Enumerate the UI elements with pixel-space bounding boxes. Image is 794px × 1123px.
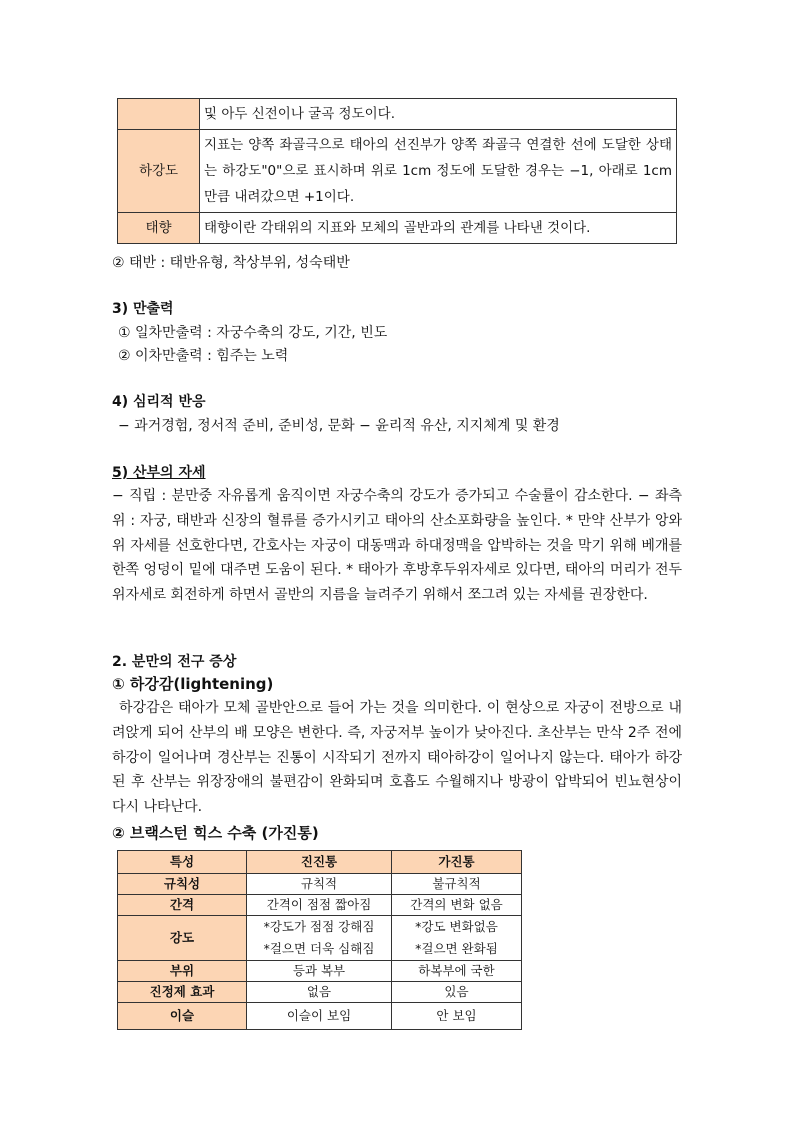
true-labor-cell: 이슬이 보임 xyxy=(247,1003,392,1030)
true-labor-cell: 등과 복부 xyxy=(247,961,392,982)
braxton-hicks-heading: ② 브랙스턴 힉스 수축 (가진통) xyxy=(112,824,319,842)
psych-heading: 4) 심리적 반응 xyxy=(112,394,206,410)
position-heading: 5) 산부의 자세 xyxy=(112,465,206,481)
labor-comparison-table xyxy=(117,850,522,1030)
table-text-cell: 지표는 양쪽 좌골극으로 태아의 선진부가 양쪽 좌골극 연결한 선에 도달한 상태는 하강도"0"으로 표시하며 위로 1cm 정도에 도달한 경우는 −1, 아래로 1cm만큼 내려갔으면 +1이다. xyxy=(200,130,677,213)
feature-cell: 강도 xyxy=(118,916,247,961)
false-labor-cell: 하복부에 국한 xyxy=(392,961,522,982)
force-heading: 3) 만출력 xyxy=(112,301,174,317)
table-row xyxy=(118,130,677,213)
table-text-cell: 및 아두 신전이나 굴곡 정도이다. xyxy=(200,99,677,130)
psych-item-1: − 과거경험, 정서적 준비, 준비성, 문화 − 윤리적 유산, 지지체계 및 환경 xyxy=(118,418,560,434)
table-header-row xyxy=(118,851,522,874)
lightening-paragraph: 하강감은 태아가 모체 골반안으로 들어 가는 것을 의미한다. 이 현상으로 자궁이 전방으로 내려앉게 되어 산부의 배 모양은 변한다. 즉, 자궁저부 높이가 낮아진다. 초산부는 만삭 2주 전에 하강이 일어나며 경산부는 진통이 시작되기 전까지 태아하강이 일어나지 않는다. 태아가 하강된 후 산부는 위장장애의 불편감이 완화되며 호흡도 수월해지나 방광이 압박되어 빈뇨현상이 다시 나타난다. xyxy=(112,700,682,816)
false-labor-line: *강도 변화없음 xyxy=(415,919,498,934)
table-label-cell xyxy=(118,99,200,130)
feature-cell: 진정제 효과 xyxy=(118,982,247,1003)
table-text-cell: 태향이란 각태위의 지표와 모체의 골반과의 관계를 나타낸 것이다. xyxy=(200,213,677,244)
table-row xyxy=(118,99,677,130)
false-labor-cell: 간격의 변화 없음 xyxy=(392,895,522,916)
table-row xyxy=(118,895,522,916)
header-cell: 특성 xyxy=(118,851,247,874)
true-labor-cell: 규칙적 xyxy=(247,874,392,895)
table-row xyxy=(118,874,522,895)
force-item-1: ① 일차만출력 : 자궁수축의 강도, 기간, 빈도 xyxy=(118,325,388,341)
true-labor-cell: 없음 xyxy=(247,982,392,1003)
table-row xyxy=(118,916,522,961)
header-cell: 진진통 xyxy=(247,851,392,874)
position-paragraph: − 직립 : 분만중 자유롭게 움직이면 자궁수축의 강도가 증가되고 수술률이 감소한다. − 좌측위 : 자궁, 태반과 신장의 혈류를 증가시키고 태아의 산소포화량을 높인다. * 만약 산부가 앙와위 자세를 선호한다면, 간호사는 자궁이 대동맥과 하대정맥을 압박하는 것을 막기 위해 베개를 한쪽 엉덩이 밑에 대주면 도움이 된다. * 태아가 후방후두위자세로 있다면, 태아의 머리가 전두위자세로 회전하게 하면서 골반의 지름을 늘려주기 위해서 쪼그려 있는 자세를 권장한다. xyxy=(112,488,682,604)
false-labor-line: *걸으면 완화됨 xyxy=(415,941,498,956)
header-cell: 가진통 xyxy=(392,851,522,874)
table-label-cell: 태향 xyxy=(118,213,200,244)
false-labor-cell: 불규칙적 xyxy=(392,874,522,895)
placenta-line: ② 태반 : 태반유형, 착상부위, 성숙태반 xyxy=(112,255,350,271)
true-labor-cell xyxy=(247,916,392,961)
lightening-heading: ① 하강감(lightening) xyxy=(112,675,274,693)
feature-cell: 부위 xyxy=(118,961,247,982)
false-labor-cell xyxy=(392,916,522,961)
false-labor-cell: 있음 xyxy=(392,982,522,1003)
table-row xyxy=(118,982,522,1003)
table-row xyxy=(118,1003,522,1030)
true-labor-cell: 간격이 점점 짧아짐 xyxy=(247,895,392,916)
force-item-2: ② 이차만출력 : 힘주는 노력 xyxy=(118,348,289,364)
table-row xyxy=(118,213,677,244)
fetal-position-table xyxy=(117,98,677,244)
false-labor-cell: 안 보임 xyxy=(392,1003,522,1030)
table-row xyxy=(118,961,522,982)
table-label-cell: 하강도 xyxy=(118,130,200,213)
feature-cell: 간격 xyxy=(118,895,247,916)
feature-cell: 이슬 xyxy=(118,1003,247,1030)
feature-cell: 규칙성 xyxy=(118,874,247,895)
true-labor-line: *강도가 점점 강해짐 xyxy=(263,919,375,934)
true-labor-line: *걸으면 더욱 심해짐 xyxy=(263,941,375,956)
section-heading: 2. 분만의 전구 증상 xyxy=(112,654,237,670)
